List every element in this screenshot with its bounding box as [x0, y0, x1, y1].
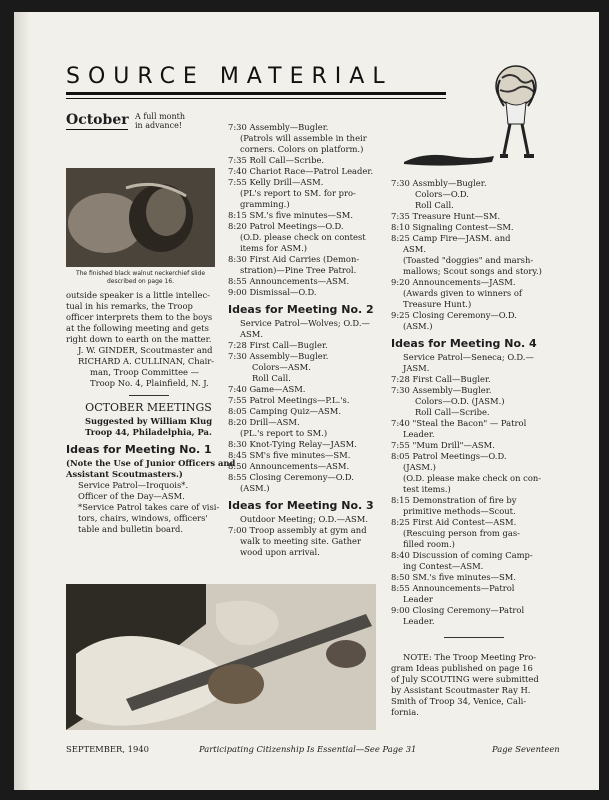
schedule-line: 8:55 Announcements—ASM.	[228, 276, 350, 286]
column-3	[391, 178, 556, 718]
schedule-line: 7:35 Treasure Hunt—SM.	[391, 211, 501, 221]
schedule-line: Leader.	[403, 616, 435, 626]
schedule-line: 7:55 "Mum Drill"—ASM.	[391, 440, 495, 450]
column-1	[66, 290, 236, 535]
note-line: Smith of Troop 34, Venice, Cali-	[391, 696, 527, 706]
schedule-line: stration)—Pine Tree Patrol.	[240, 265, 357, 275]
schedule-line: 8:50 Announcements—ASM.	[228, 461, 350, 471]
footer-tagline: Participating Citizenship Is Essential—See Page 31	[199, 744, 417, 754]
title-rule-thin	[66, 98, 446, 99]
schedule-line: Service Patrol—Seneca; O.D.—	[403, 352, 534, 362]
schedule-line: 7:30 Assembly—Bugler.	[228, 351, 329, 361]
schedule-line: (O.D. please make check on con-	[403, 473, 542, 483]
schedule-line: items for ASM.)	[240, 243, 307, 253]
schedule-line: primitive methods—Scout.	[403, 506, 516, 516]
schedule-line: 8:30 First Aid Carries (Demon-	[228, 254, 360, 264]
schedule-line: 9:00 Dismissal—O.D.	[228, 287, 317, 297]
signature-line: Troop No. 4, Plainfield, N. J.	[90, 378, 209, 388]
schedule-line: walk to meeting site. Gather	[240, 536, 361, 546]
month-note-line: in advance!	[135, 121, 183, 130]
page-title: SOURCE MATERIAL	[66, 64, 393, 89]
schedule-line: ing Contest—ASM.	[403, 561, 484, 571]
schedule-line: corners. Colors on platform.)	[240, 144, 364, 154]
schedule-line: 8:30 Knot-Tying Relay—JASM.	[228, 439, 357, 449]
schedule-line: ASM.	[240, 329, 264, 339]
schedule-line: (JASM.)	[403, 462, 436, 472]
schedule-line: 7:30 Assembly—Bugler.	[391, 385, 492, 395]
note-line: gram Ideas published on page 16	[391, 663, 533, 673]
schedule-line: Officer of the Day—ASM.	[78, 491, 185, 501]
schedule-line: Treasure Hunt.)	[403, 299, 472, 309]
schedule-line: *Service Patrol takes care of visi-	[78, 502, 220, 512]
illustration-ground-shadow	[402, 150, 496, 168]
schedule-line: Leader	[403, 594, 433, 604]
divider	[129, 395, 169, 396]
schedule-line: 7:40 Game—ASM.	[228, 384, 306, 394]
note-line: of July SCOUTING were submitted	[391, 674, 539, 684]
month-heading: October	[66, 112, 129, 128]
caption-line: described on page 16.	[106, 278, 175, 285]
neckerchief-slide-photo	[66, 168, 215, 267]
ideas-1-note: (Note the Use of Junior Officers and	[66, 458, 236, 468]
schedule-line: 8:50 SM.'s five minutes—SM.	[391, 572, 517, 582]
schedule-line: Service Patrol—Iroquois*.	[78, 480, 189, 490]
schedule-line: 7:28 First Call—Bugler.	[228, 340, 328, 350]
signature-line: J. W. GINDER, Scoutmaster and	[78, 345, 213, 355]
schedule-line: 8:45 SM's five minutes—SM.	[228, 450, 351, 460]
schedule-line: 8:55 Announcements—Patrol	[391, 583, 515, 593]
schedule-line: tors, chairs, windows, officers'	[78, 513, 208, 523]
schedule-line: 8:20 Patrol Meetings—O.D.	[228, 221, 344, 231]
month-underline	[66, 129, 128, 130]
footer-page-number: Page Seventeen	[492, 744, 560, 754]
title-rule	[66, 92, 446, 95]
schedule-line: Roll Call.	[415, 200, 454, 210]
schedule-line: 8:15 Demonstration of fire by	[391, 495, 517, 505]
body-line: tual in his remarks, the Troop	[66, 301, 193, 311]
schedule-line: Colors—O.D.	[415, 189, 469, 199]
note-line: NOTE: The Troop Meeting Pro-	[403, 652, 537, 662]
page-spine-shadow	[14, 12, 30, 790]
schedule-line: 8:20 Drill—ASM.	[228, 417, 300, 427]
ideas-4-heading: Ideas for Meeting No. 4	[391, 337, 537, 350]
suggested-by: Suggested by William Klug	[84, 416, 213, 426]
month-note	[135, 112, 185, 130]
schedule-line: Service Patrol—Wolves; O.D.—	[240, 318, 370, 328]
schedule-line: gramming.)	[240, 199, 290, 209]
schedule-line: test items.)	[403, 484, 451, 494]
schedule-line: mallows; Scout songs and story.)	[403, 266, 542, 276]
schedule-line: (Patrols will assemble in their	[240, 133, 367, 143]
schedule-line: 7:28 First Call—Bugler.	[391, 374, 491, 384]
schedule-line: 7:30 Assembly—Bugler.	[228, 122, 329, 132]
schedule-line: 9:00 Closing Ceremony—Patrol	[391, 605, 525, 615]
caption-line: The finished black walnut neckerchief slide	[75, 270, 206, 277]
month-note-line: A full month	[135, 112, 186, 121]
footer-date: SEPTEMBER, 1940	[66, 744, 149, 754]
woodcarving-photo	[66, 584, 376, 730]
schedule-line: (O.D. please check on contest	[240, 232, 366, 242]
schedule-line: Roll Call—Scribe.	[415, 407, 490, 417]
signature-line: man, Troop Committee —	[90, 367, 200, 377]
body-line: outside speaker is a little intellec-	[66, 290, 210, 300]
column-2	[228, 122, 393, 558]
schedule-line: 7:40 "Steal the Bacon" — Patrol	[391, 418, 527, 428]
ideas-1-note: Assistant Scoutmasters.)	[66, 469, 183, 479]
schedule-line: (ASM.)	[240, 483, 270, 493]
ideas-1-heading: Ideas for Meeting No. 1	[66, 443, 212, 456]
body-line: officer interprets them to the boys	[66, 312, 213, 322]
schedule-line: 8:40 Discussion of coming Camp-	[391, 550, 533, 560]
schedule-line: (PL.'s report to SM.)	[240, 428, 328, 438]
schedule-line: 9:20 Announcements—JASM.	[391, 277, 516, 287]
schedule-line: 8:10 Signaling Contest—SM.	[391, 222, 514, 232]
schedule-line: wood upon arrival.	[240, 547, 320, 557]
schedule-line: (Toasted "doggies" and marsh-	[403, 255, 534, 265]
schedule-line: 8:25 First Aid Contest—ASM.	[391, 517, 517, 527]
schedule-line: 8:05 Patrol Meetings—O.D.	[391, 451, 507, 461]
schedule-line: Colors—O.D. (JASM.)	[415, 396, 505, 406]
body-line: at the following meeting and gets	[66, 323, 209, 333]
photo-caption	[66, 270, 215, 286]
schedule-line: 8:15 SM.'s five minutes—SM.	[228, 210, 354, 220]
schedule-line: 7:30 Assmbly—Bugler.	[391, 178, 487, 188]
ideas-3-heading: Ideas for Meeting No. 3	[228, 499, 374, 512]
schedule-line: 8:55 Closing Ceremony—O.D.	[228, 472, 354, 482]
schedule-line: 7:35 Roll Call—Scribe.	[228, 155, 325, 165]
schedule-line: 7:55 Kelly Drill—ASM.	[228, 177, 324, 187]
schedule-line: 7:55 Patrol Meetings—P.L.'s.	[228, 395, 350, 405]
ideas-2-heading: Ideas for Meeting No. 2	[228, 303, 374, 316]
schedule-line: filled room.)	[403, 539, 455, 549]
schedule-line: Leader.	[403, 429, 435, 439]
magazine-page	[14, 12, 599, 790]
schedule-line: 7:40 Chariot Race—Patrol Leader.	[228, 166, 374, 176]
schedule-line: Outdoor Meeting; O.D.—ASM.	[240, 514, 369, 524]
schedule-line: JASM.	[403, 363, 430, 373]
note-line: by Assistant Scoutmaster Ray H.	[391, 685, 531, 695]
schedule-line: Colors—ASM.	[252, 362, 311, 372]
schedule-line: table and bulletin board.	[78, 524, 184, 534]
note-line: fornia.	[391, 707, 419, 717]
schedule-line: (Rescuing person from gas-	[403, 528, 520, 538]
schedule-line: (Awards given to winners of	[403, 288, 522, 298]
body-line: right down to earth on the matter.	[66, 334, 212, 344]
schedule-line: (ASM.)	[403, 321, 433, 331]
suggested-by: Troop 44, Philadelphia, Pa.	[85, 427, 212, 437]
schedule-line: 7:00 Troop assembly at gym and	[228, 525, 367, 535]
schedule-line: Roll Call.	[252, 373, 291, 383]
signature-line: RICHARD A. CULLINAN, Chair-	[78, 356, 215, 366]
schedule-line: ASM.	[403, 244, 427, 254]
schedule-line: 8:25 Camp Fire—JASM. and	[391, 233, 511, 243]
schedule-line: 8:05 Camping Quiz—ASM.	[228, 406, 342, 416]
schedule-line: 9:25 Closing Ceremony—O.D.	[391, 310, 517, 320]
divider	[444, 637, 504, 638]
october-meetings-heading: OCTOBER MEETINGS	[85, 401, 212, 414]
schedule-line: (PL's report to SM. for pro-	[240, 188, 356, 198]
